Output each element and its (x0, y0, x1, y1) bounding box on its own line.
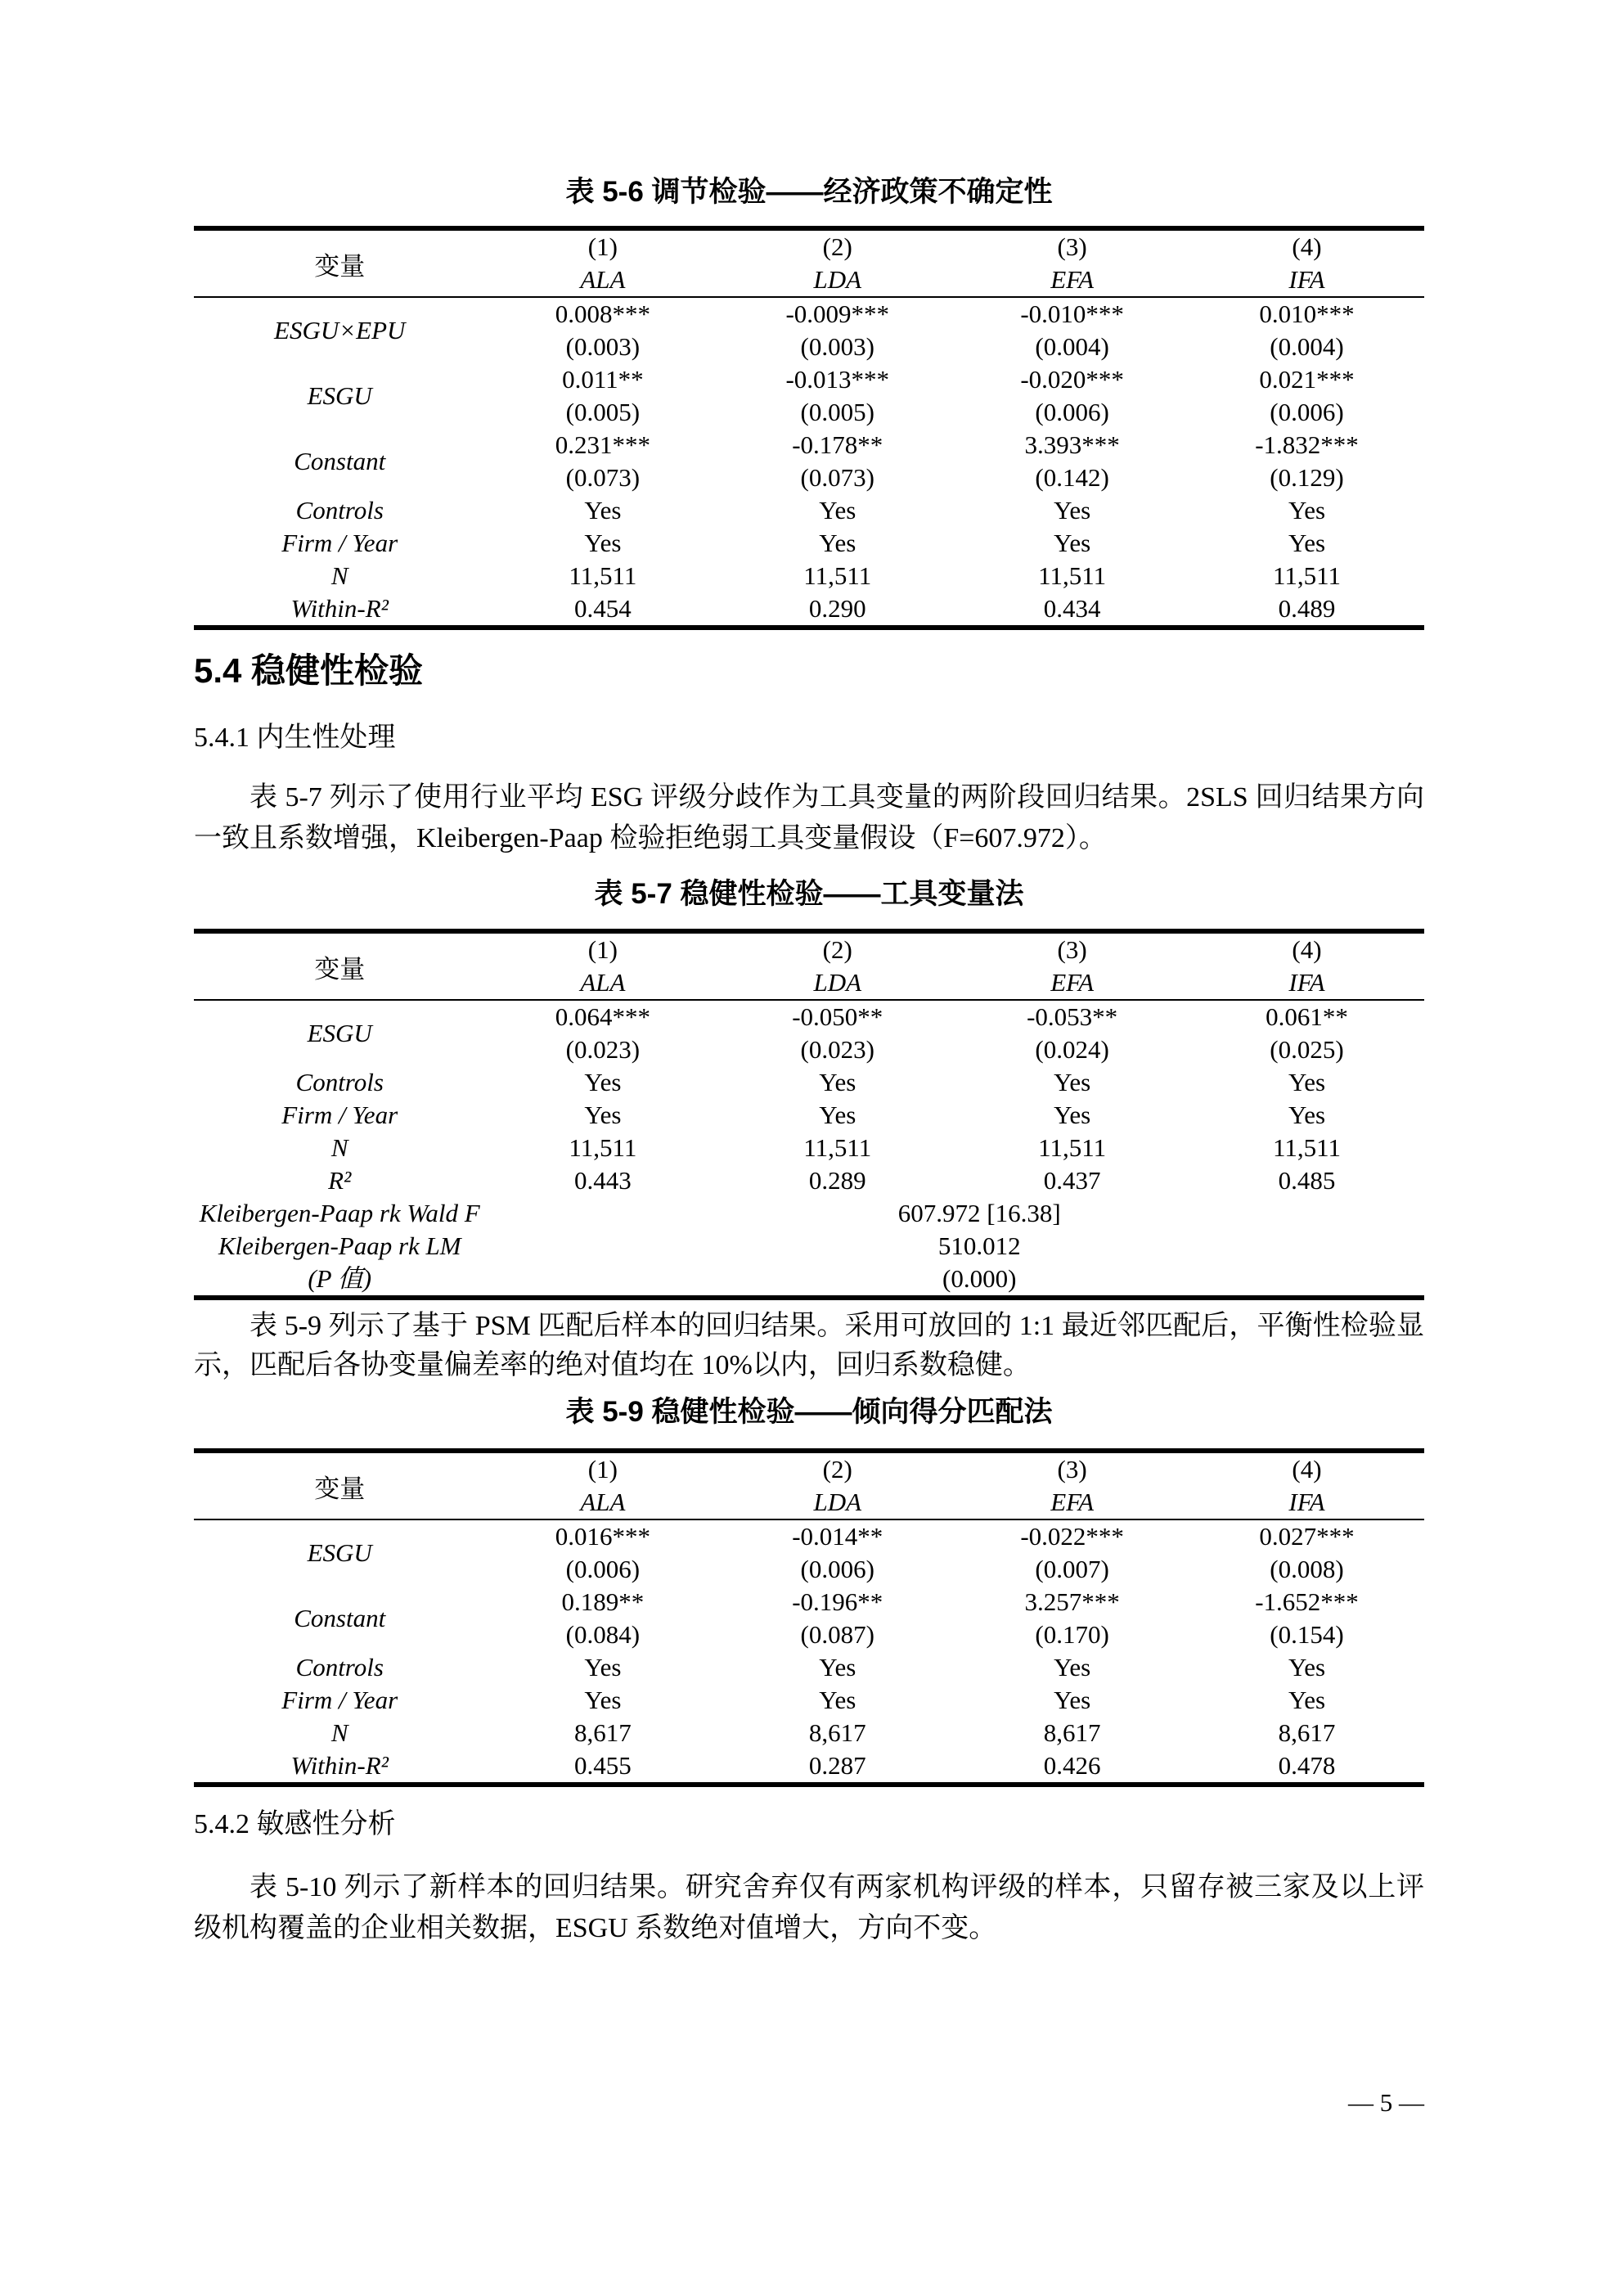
table-row (194, 1066, 1424, 1099)
dep-var-header: EFA (1050, 265, 1095, 294)
table-row (194, 363, 1424, 429)
cell: 11,511 (1273, 561, 1341, 590)
cell: Yes (819, 496, 856, 524)
table-5-7-title: 表 5-7 稳健性检验——工具变量法 (594, 878, 1024, 910)
table-row (194, 1164, 1424, 1197)
model-number: (3) (1057, 1455, 1087, 1483)
table-header-row (194, 1453, 1424, 1519)
std-error: (0.006) (565, 1555, 641, 1583)
row-label: Controls (295, 496, 384, 524)
table-row (194, 1001, 1424, 1066)
dep-var-header: ALA (580, 968, 626, 997)
cell: 0.434 (1043, 594, 1101, 623)
cell: Yes (584, 1101, 622, 1129)
cell (720, 298, 955, 363)
cell: 11,511 (1038, 561, 1107, 590)
cell-span: (0.000) (942, 1264, 1017, 1293)
coef-value: -0.196** (792, 1587, 883, 1616)
cell: Yes (584, 1068, 622, 1096)
std-error: (0.025) (1270, 1035, 1344, 1064)
page-number: — 5 — (1348, 2088, 1424, 2117)
dep-var-header: ALA (580, 1488, 626, 1516)
cell: Yes (819, 1068, 856, 1096)
row-label: N (330, 1718, 348, 1747)
cell (485, 1586, 720, 1651)
paragraph-sensitivity: 表 5-10 列示了新样本的回归结果。研究舍弃仅有两家机构评级的样本，只留存被三家及以上评级机构覆盖的企业相关数据，ESGU 系数绝对值增大，方向不变。 (194, 1872, 1424, 1943)
table-header-row (194, 934, 1424, 999)
section-heading-5-4-1: 5.4.1 内生性处理 (194, 723, 396, 753)
row-label: Constant (294, 447, 386, 475)
column-header (720, 231, 955, 296)
table-row (194, 1586, 1424, 1651)
section-heading-5-4-2: 5.4.2 敏感性分析 (194, 1809, 396, 1839)
cell (955, 429, 1189, 494)
coef-value: 0.016*** (555, 1522, 650, 1551)
row-label: Firm / Year (281, 1686, 398, 1714)
table-row (194, 1651, 1424, 1684)
cell (1189, 1586, 1424, 1651)
cell (720, 429, 955, 494)
column-header (955, 934, 1189, 999)
coef-value: 0.021*** (1259, 365, 1355, 394)
cell (955, 298, 1189, 363)
table-rule-bottom (194, 1295, 1424, 1300)
std-error: (0.170) (1035, 1620, 1109, 1649)
model-number: (2) (822, 232, 852, 261)
cell (720, 363, 955, 429)
column-header (1189, 934, 1424, 999)
model-number: (1) (587, 232, 618, 261)
cell: 0.443 (574, 1166, 632, 1195)
model-number: (3) (1057, 935, 1087, 964)
paragraph-psm: 表 5-9 列示了基于 PSM 匹配后样本的回归结果。采用可放回的 1:1 最近邻匹配后，平衡性检验显示，匹配后各协变量偏差率的绝对值均在 10%以内，回归系数稳健。 (194, 1311, 1424, 1380)
table-header-row (194, 231, 1424, 296)
cell: 0.287 (808, 1751, 866, 1780)
table-5-7 (194, 929, 1424, 1300)
cell: 0.290 (808, 594, 866, 623)
table-row (194, 429, 1424, 494)
column-header (1189, 1453, 1424, 1519)
row-label: Controls (295, 1653, 384, 1681)
cell: Yes (819, 529, 856, 557)
coef-value: -0.013*** (785, 365, 890, 394)
column-header (485, 934, 720, 999)
cell: Yes (1288, 529, 1326, 557)
cell: 11,511 (803, 561, 872, 590)
cell: 0.478 (1278, 1751, 1336, 1780)
table-rule-bottom (194, 1782, 1424, 1787)
coef-value: 0.064*** (555, 1002, 650, 1031)
cell (1189, 1520, 1424, 1586)
row-label: Within-R² (290, 1751, 389, 1780)
cell: Yes (584, 1686, 622, 1714)
dep-var-header: IFA (1288, 1488, 1325, 1516)
cell: Yes (1288, 1068, 1326, 1096)
std-error: (0.005) (800, 398, 874, 426)
row-label: ESGU (307, 1538, 372, 1567)
cell (1189, 363, 1424, 429)
std-error: (0.003) (565, 332, 641, 361)
std-error: (0.154) (1270, 1620, 1344, 1649)
cell (485, 429, 720, 494)
coef-value: -0.010*** (1020, 299, 1124, 328)
dep-var-header: IFA (1288, 265, 1325, 294)
std-error: (0.142) (1035, 463, 1109, 492)
cell: 11,511 (569, 561, 637, 590)
cell: 0.289 (808, 1166, 866, 1195)
table-row (194, 1520, 1424, 1586)
model-number: (4) (1292, 1455, 1322, 1483)
row-label: ESGU×EPU (274, 316, 406, 344)
model-number: (2) (822, 1455, 852, 1483)
cell: 8,617 (1278, 1718, 1336, 1747)
table-row (194, 1230, 1424, 1263)
table-row (194, 1717, 1424, 1749)
dep-var-header: LDA (813, 1488, 862, 1516)
cell (955, 1586, 1189, 1651)
std-error: (0.084) (565, 1620, 641, 1649)
column-header-variable: 变量 (314, 954, 366, 984)
cell: 0.455 (574, 1751, 632, 1780)
cell: Yes (1054, 1101, 1091, 1129)
std-error: (0.006) (1035, 398, 1109, 426)
column-header (485, 1453, 720, 1519)
cell (955, 1001, 1189, 1066)
column-header (720, 934, 955, 999)
cell (485, 1001, 720, 1066)
paragraph-iv: 表 5-7 列示了使用行业平均 ESG 评级分歧作为工具变量的两阶段回归结果。2SLS 回归结果方向一致且系数增强，Kleibergen-Paap 检验拒绝弱工具变量假设（F=607.972）。 (194, 782, 1424, 853)
cell-span: 510.012 (937, 1231, 1021, 1260)
model-number: (2) (822, 935, 852, 964)
cell: Yes (1054, 1068, 1091, 1096)
column-header (720, 1453, 955, 1519)
cell (485, 1520, 720, 1586)
coef-value: -0.050** (792, 1002, 883, 1031)
coef-value: -1.832*** (1255, 430, 1359, 459)
cell: Yes (1288, 1101, 1326, 1129)
table-5-6-title: 表 5-6 调节检验——经济政策不确定性 (565, 176, 1053, 208)
table-row (194, 1197, 1424, 1230)
table-row (194, 592, 1424, 625)
column-header-variable: 变量 (314, 251, 366, 281)
std-error: (0.023) (565, 1035, 641, 1064)
cell: Yes (584, 529, 622, 557)
column-header-variable: 变量 (314, 1474, 366, 1503)
cell: Yes (1054, 1686, 1091, 1714)
coef-value: -0.020*** (1020, 365, 1124, 394)
row-label: N (330, 561, 348, 590)
cell (1189, 298, 1424, 363)
cell (1189, 1001, 1424, 1066)
cell: 8,617 (1043, 1718, 1101, 1747)
row-label: Controls (295, 1068, 384, 1096)
row-label: ESGU (307, 381, 372, 410)
cell (955, 1520, 1189, 1586)
column-header (955, 1453, 1189, 1519)
cell: Yes (1054, 529, 1091, 557)
cell (955, 363, 1189, 429)
cell: 11,511 (569, 1133, 637, 1162)
row-label: Constant (294, 1604, 386, 1632)
cell: Yes (584, 496, 622, 524)
std-error: (0.008) (1270, 1555, 1344, 1583)
model-number: (3) (1057, 232, 1087, 261)
cell: 11,511 (1273, 1133, 1341, 1162)
cell-span: 607.972 [16.38] (897, 1199, 1061, 1227)
cell: Yes (819, 1101, 856, 1129)
dep-var-header: LDA (813, 265, 862, 294)
table-row (194, 298, 1424, 363)
cell: 11,511 (1038, 1133, 1107, 1162)
table-row (194, 527, 1424, 560)
coef-value: 3.393*** (1024, 430, 1120, 459)
table-5-9-title: 表 5-9 稳健性检验——倾向得分匹配法 (565, 1396, 1053, 1428)
dep-var-header: ALA (580, 265, 626, 294)
model-number: (4) (1292, 935, 1322, 964)
cell: Yes (1054, 1653, 1091, 1681)
coef-value: 0.011** (562, 365, 644, 394)
cell: 0.437 (1043, 1166, 1101, 1195)
std-error: (0.073) (565, 463, 641, 492)
std-error: (0.004) (1270, 332, 1344, 361)
table-row (194, 1749, 1424, 1782)
std-error: (0.004) (1035, 332, 1109, 361)
row-label: (P 值) (308, 1264, 372, 1293)
table-row (194, 1263, 1424, 1295)
cell: Yes (1054, 496, 1091, 524)
std-error: (0.006) (800, 1555, 874, 1583)
cell: Yes (584, 1653, 622, 1681)
coef-value: 0.027*** (1259, 1522, 1355, 1551)
row-label: Kleibergen-Paap rk Wald F (199, 1199, 480, 1227)
cell: 0.454 (574, 594, 632, 623)
cell: Yes (1288, 496, 1326, 524)
table-row (194, 560, 1424, 592)
cell: 0.489 (1278, 594, 1336, 623)
table-5-9 (194, 1448, 1424, 1787)
table-5-6 (194, 226, 1424, 630)
cell: 8,617 (808, 1718, 866, 1747)
coef-value: 3.257*** (1024, 1587, 1120, 1616)
row-label: Within-R² (290, 594, 389, 623)
column-header (485, 231, 720, 296)
cell (485, 298, 720, 363)
coef-value: -0.009*** (785, 299, 890, 328)
coef-value: -0.053** (1027, 1002, 1118, 1031)
row-label: ESGU (307, 1019, 372, 1047)
row-label: R² (328, 1166, 352, 1195)
table-row (194, 1132, 1424, 1164)
std-error: (0.073) (800, 463, 874, 492)
coef-value: -0.014** (792, 1522, 883, 1551)
coef-value: -1.652*** (1255, 1587, 1359, 1616)
std-error: (0.087) (800, 1620, 874, 1649)
cell (720, 1520, 955, 1586)
dep-var-header: LDA (813, 968, 862, 997)
std-error: (0.005) (565, 398, 641, 426)
std-error: (0.003) (800, 332, 874, 361)
cell: 0.426 (1043, 1751, 1101, 1780)
std-error: (0.023) (800, 1035, 874, 1064)
column-header (1189, 231, 1424, 296)
table-row (194, 1099, 1424, 1132)
model-number: (1) (587, 1455, 618, 1483)
row-label: N (330, 1133, 348, 1162)
coef-value: 0.189** (561, 1587, 645, 1616)
model-number: (1) (587, 935, 618, 964)
row-label: Firm / Year (281, 529, 398, 557)
table-rule-bottom (194, 625, 1424, 630)
coef-value: 0.061** (1266, 1002, 1348, 1031)
dep-var-header: IFA (1288, 968, 1325, 997)
coef-value: 0.231*** (555, 430, 650, 459)
cell (720, 1586, 955, 1651)
std-error: (0.129) (1270, 463, 1344, 492)
column-header (955, 231, 1189, 296)
std-error: (0.024) (1035, 1035, 1109, 1064)
row-label: Kleibergen-Paap rk LM (218, 1231, 461, 1260)
dep-var-header: EFA (1050, 968, 1095, 997)
cell: Yes (819, 1686, 856, 1714)
cell: 8,617 (574, 1718, 632, 1747)
cell: 11,511 (803, 1133, 872, 1162)
table-row (194, 1684, 1424, 1717)
cell: Yes (819, 1653, 856, 1681)
row-label: Firm / Year (281, 1101, 398, 1129)
cell (485, 363, 720, 429)
cell (720, 1001, 955, 1066)
coef-value: 0.010*** (1259, 299, 1355, 328)
table-row (194, 494, 1424, 527)
std-error: (0.006) (1270, 398, 1344, 426)
std-error: (0.007) (1035, 1555, 1109, 1583)
dep-var-header: EFA (1050, 1488, 1095, 1516)
coef-value: -0.178** (792, 430, 883, 459)
cell: 0.485 (1278, 1166, 1336, 1195)
cell: Yes (1288, 1653, 1326, 1681)
section-heading-5-4: 5.4 稳健性检验 (194, 651, 424, 690)
cell (1189, 429, 1424, 494)
model-number: (4) (1292, 232, 1322, 261)
cell: Yes (1288, 1686, 1326, 1714)
coef-value: 0.008*** (555, 299, 650, 328)
coef-value: -0.022*** (1020, 1522, 1124, 1551)
